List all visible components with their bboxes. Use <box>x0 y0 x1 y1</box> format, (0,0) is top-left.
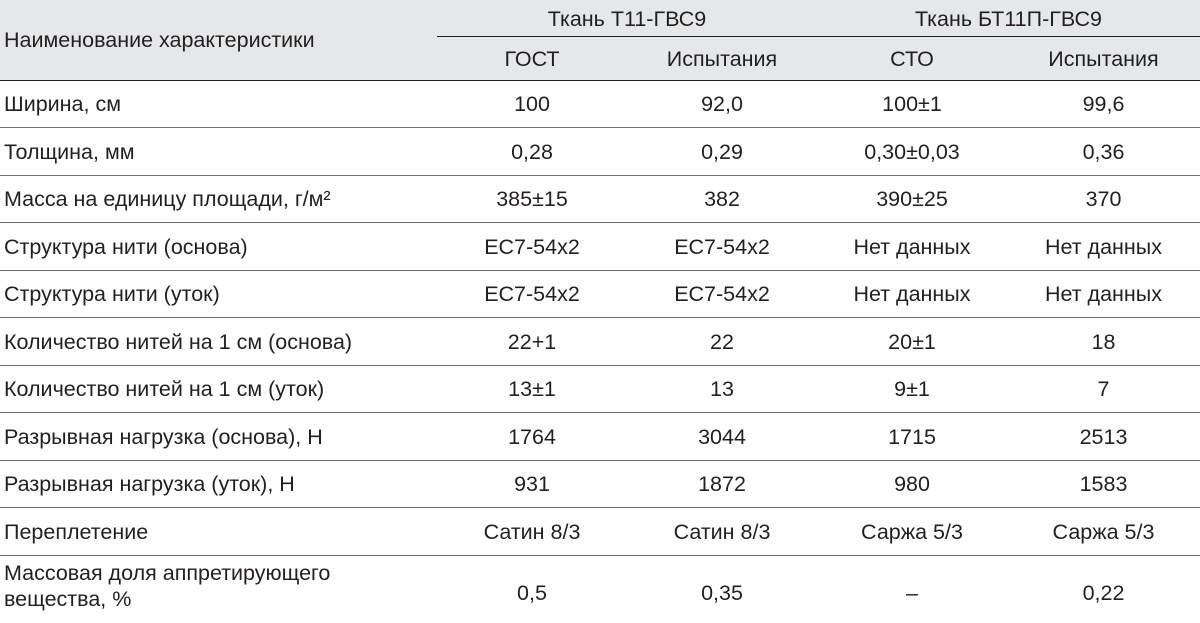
row-value: 13 <box>710 377 734 401</box>
table-row <box>0 223 1200 271</box>
row-value: 370 <box>1085 187 1122 211</box>
row-value: ЕС7-54х2 <box>484 282 580 306</box>
row-value: 0,35 <box>701 581 743 605</box>
row-value: – <box>906 581 918 605</box>
row-value: 22 <box>710 329 734 354</box>
row-value: 0,29 <box>701 139 743 164</box>
row-value: 7 <box>1097 377 1110 401</box>
row-label: Разрывная нагрузка (основа), Н <box>4 424 323 449</box>
row-label: Структура нити (уток) <box>4 282 220 306</box>
header-sub-tests-2: Испытания <box>1048 46 1159 71</box>
row-value: 1583 <box>1079 472 1128 496</box>
table-row <box>0 271 1200 318</box>
table-header <box>0 0 1200 81</box>
table-row <box>0 508 1200 556</box>
row-value: 18 <box>1091 329 1116 354</box>
row-value: 22+1 <box>507 329 557 354</box>
row-value: 9±1 <box>894 377 930 401</box>
row-value: 3044 <box>698 424 746 449</box>
row-label: Переплетение <box>4 519 149 544</box>
table-row <box>0 413 1200 461</box>
row-label: Масса на единицу площади, г/м² <box>4 187 331 211</box>
row-value: 980 <box>894 472 930 496</box>
row-value: 2513 <box>1079 424 1128 449</box>
row-value: 0,22 <box>1082 581 1125 605</box>
row-value: ЕС7-54х2 <box>674 282 770 306</box>
table-row <box>0 81 1200 128</box>
row-value: 100±1 <box>882 92 942 116</box>
row-label: Ширина, см <box>4 92 121 116</box>
row-value: Саржа 5/3 <box>861 519 963 544</box>
table-row <box>0 176 1200 223</box>
row-label: Разрывная нагрузка (уток), Н <box>4 472 295 496</box>
header-sub-tests-1: Испытания <box>666 46 778 71</box>
table-row <box>0 461 1200 508</box>
table-row <box>0 366 1200 413</box>
row-value: Нет данных <box>1044 234 1163 259</box>
row-value: Саржа 5/3 <box>1052 519 1155 544</box>
row-value: Сатин 8/3 <box>673 519 771 544</box>
row-value: 1764 <box>508 424 556 449</box>
row-value: 100 <box>514 92 550 116</box>
row-value: 385±15 <box>496 187 568 211</box>
row-value: 0,30±0,03 <box>864 139 960 164</box>
row-value: 0,5 <box>517 581 547 605</box>
table-row <box>0 556 1200 615</box>
row-value: Нет данных <box>1044 282 1163 306</box>
header-sub-sto: СТО <box>890 46 934 71</box>
row-value: 92,0 <box>701 92 743 116</box>
row-value: 931 <box>514 472 550 496</box>
row-value: ЕС7-54х2 <box>674 234 770 259</box>
header-sub-gost: ГОСТ <box>504 46 560 71</box>
row-value: 1715 <box>888 424 936 449</box>
row-label: Количество нитей на 1 см (уток) <box>4 377 325 401</box>
row-value: ЕС7-54х2 <box>484 234 580 259</box>
row-value: 0,36 <box>1082 139 1125 164</box>
row-value: Нет данных <box>853 234 971 259</box>
row-value: 1872 <box>698 472 746 496</box>
row-value: Сатин 8/3 <box>483 519 581 544</box>
header-group-t11: Ткань Т11-ГВС9 <box>547 6 707 31</box>
row-value: 20±1 <box>888 329 936 354</box>
row-value: 13±1 <box>508 377 556 401</box>
row-label: Количество нитей на 1 см (основа) <box>4 329 353 354</box>
row-value: 382 <box>704 187 740 211</box>
row-value: 0,28 <box>511 139 553 164</box>
table-row <box>0 318 1200 366</box>
row-value: Нет данных <box>853 282 971 306</box>
row-label: Толщина, мм <box>4 139 135 164</box>
row-label: Структура нити (основа) <box>4 234 248 259</box>
table-row <box>0 128 1200 176</box>
header-characteristic: Наименование характеристики <box>4 28 315 52</box>
row-label: Массовая доля аппретирующего вещества, % <box>4 560 331 611</box>
row-value: 99,6 <box>1082 92 1125 116</box>
row-value: 390±25 <box>876 187 948 211</box>
header-group-bt11p: Ткань БТ11П-ГВС9 <box>914 6 1103 31</box>
